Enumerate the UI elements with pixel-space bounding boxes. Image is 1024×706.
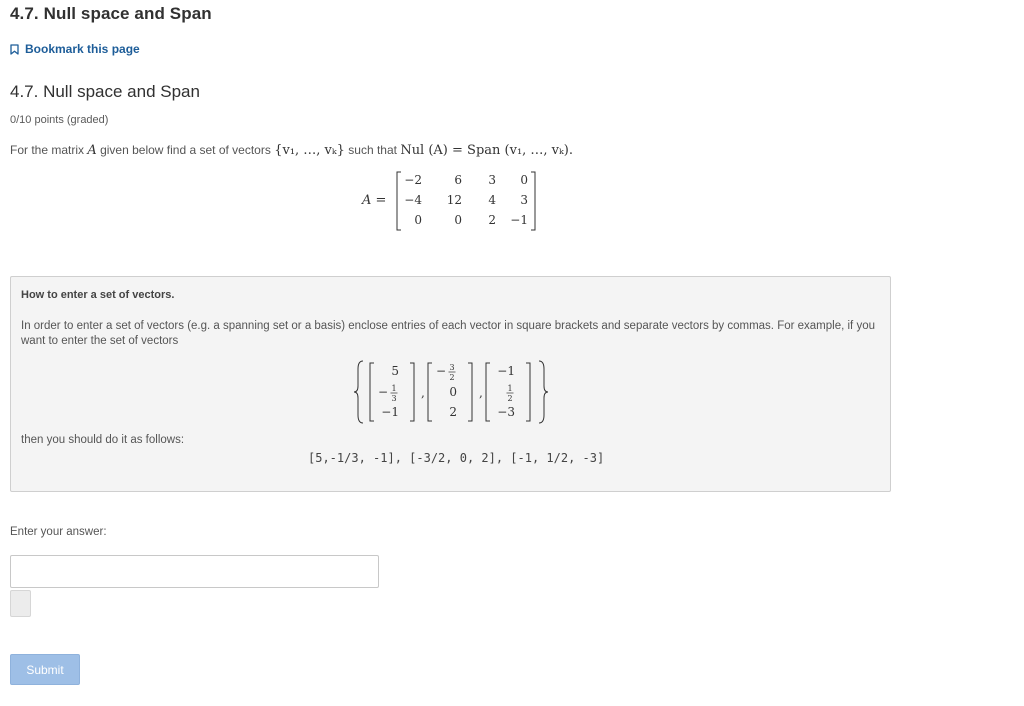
matrix-entry: 4 [488,193,496,207]
matrix-entry: 12 [446,193,462,207]
vector-right-bracket [468,363,472,421]
matrix-entry: 3 [488,173,496,187]
answer-label: Enter your answer: [10,526,107,538]
vector-entry: 2 [449,405,457,419]
svg-text:−: − [435,364,446,378]
prompt-var-a: A [87,143,97,158]
bookmark-button[interactable] [10,42,140,56]
help-title: How to enter a set of vectors. [21,289,175,301]
example-code: [5,-1/3, -1], [-3/2, 0, 2], [-1, 1/2, -3] [308,451,605,465]
left-brace [354,361,363,423]
right-brace [539,361,548,423]
right-bracket [531,172,535,230]
help-box [10,276,891,492]
example-vector-set [351,359,551,425]
matrix-entry: −4 [404,193,422,207]
example-vector [486,363,530,421]
vector-entry: −1 [381,405,399,419]
vector-right-bracket [410,363,414,421]
matrix-a [340,168,560,234]
prompt-text: such that [348,143,397,157]
matrix-entry: −2 [404,173,422,187]
matrix-entry: −1 [510,213,528,227]
example-vector [428,363,472,421]
submit-button[interactable]: Submit [10,654,80,685]
fraction-entry [507,384,514,403]
svg-text:3: 3 [391,394,397,403]
fraction-entry [378,384,398,403]
prompt-text: given below find a set of vectors [100,143,271,157]
prompt-equation: Nul (A) = Span (v₁, …, vₖ). [400,143,573,158]
matrix-entry: 6 [454,173,462,187]
vector-entry: −1 [497,364,515,378]
matrix-entry: 2 [488,213,496,227]
vector-entry: 0 [449,385,457,399]
then-text: then you should do it as follows: [21,434,185,446]
svg-text:1: 1 [391,384,397,393]
svg-text:2: 2 [507,394,513,403]
matrix-entry: 3 [520,193,528,207]
vector-left-bracket [370,363,374,421]
vector-separator: , [479,386,483,400]
left-bracket [397,172,401,230]
vector-left-bracket [486,363,490,421]
points-status: 0/10 points (graded) [10,114,109,126]
matrix-entry: 0 [414,213,422,227]
vector-entry: 5 [391,364,399,378]
problem-title: 4.7. Null space and Span [10,82,200,101]
svg-text:−: − [377,385,388,399]
help-text: In order to enter a set of vectors (e.g. a spanning set or a basis) enclose entries of each vector in square brackets and separate vectors by commas. For example, if you want to enter the set of vectors [21,320,875,347]
vector-left-bracket [428,363,432,421]
vector-separator: , [421,386,425,400]
preview-button[interactable] [10,590,31,617]
bookmark-label: Bookmark this page [25,42,140,56]
svg-text:2: 2 [449,373,455,382]
problem-prompt [10,143,573,158]
answer-input[interactable] [10,555,379,588]
matrix-lhs: A = [362,193,387,208]
svg-text:3: 3 [449,363,455,372]
vector-entry: −3 [497,405,515,419]
prompt-text: For the matrix [10,143,85,157]
example-vector [370,363,414,421]
vector-right-bracket [526,363,530,421]
fraction-entry [436,363,456,382]
matrix-entry: 0 [520,173,528,187]
prompt-vector-set: {v₁, …, vₖ} [274,143,345,158]
matrix-entry: 0 [454,213,462,227]
svg-text:1: 1 [507,384,513,393]
bookmark-icon [10,44,19,55]
page-title: 4.7. Null space and Span [10,4,212,23]
